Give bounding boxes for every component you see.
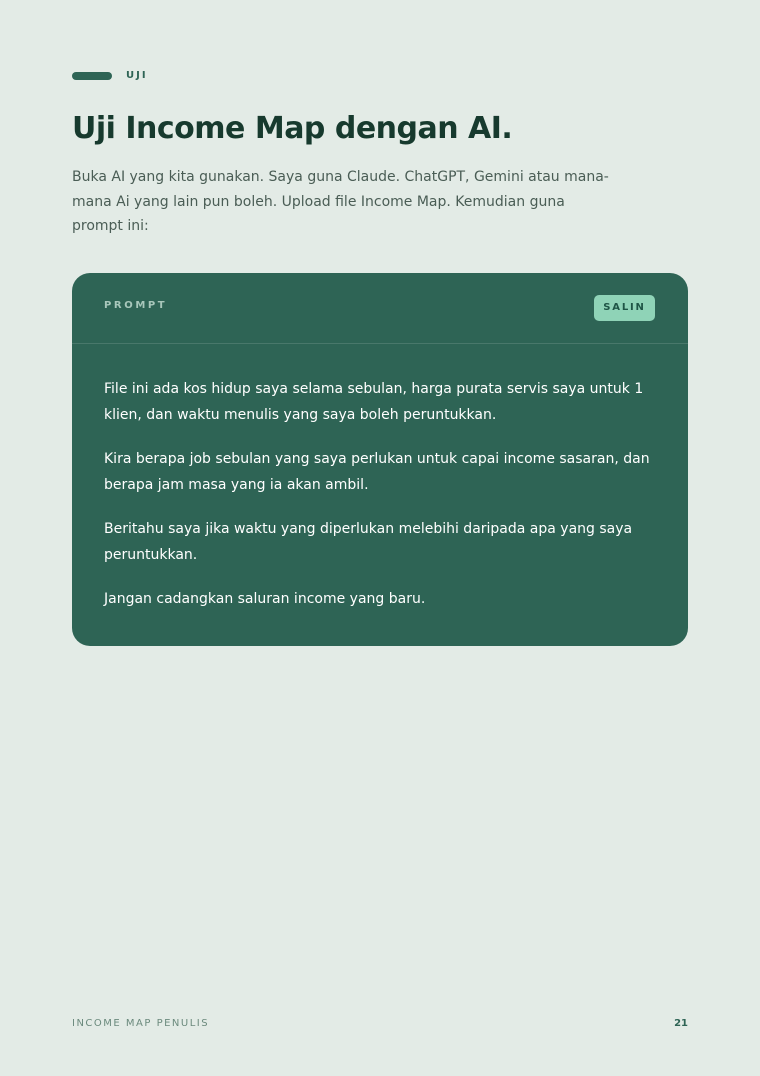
page-number: 21 [674, 1018, 688, 1029]
prompt-label: PROMPT [104, 300, 168, 311]
prompt-paragraph: File ini ada kos hidup saya selama sebulan, harga purata servis saya untuk 1 klien, dan waktu menulis yang saya boleh peruntukkan. [104, 381, 644, 423]
prompt-paragraph: Beritahu saya jika waktu yang diperlukan melebihi daripada apa yang saya peruntukkan. [104, 521, 633, 563]
prompt-paragraph: Kira berapa job sebulan yang saya perlukan untuk capai income sasaran, dan berapa jam masa yang ia akan ambil. [104, 451, 650, 493]
footer-doc-title: INCOME MAP PENULIS [72, 1018, 210, 1029]
eyebrow-accent-bar [72, 72, 112, 80]
copy-button[interactable]: SALIN [594, 295, 655, 321]
intro-paragraph: Buka AI yang kita gunakan. Saya guna Claude. ChatGPT, Gemini atau mana-mana Ai yang lain pun boleh. Upload file Income Map. Kemudian guna prompt ini: [72, 169, 609, 234]
page-title: Uji Income Map dengan AI. [72, 111, 513, 146]
eyebrow-label: UJI [126, 70, 148, 81]
prompt-card-header [72, 273, 688, 344]
prompt-card [72, 273, 688, 646]
section-eyebrow [72, 70, 148, 81]
prompt-card-body [72, 344, 688, 612]
prompt-paragraph: Jangan cadangkan saluran income yang baru. [104, 591, 426, 607]
